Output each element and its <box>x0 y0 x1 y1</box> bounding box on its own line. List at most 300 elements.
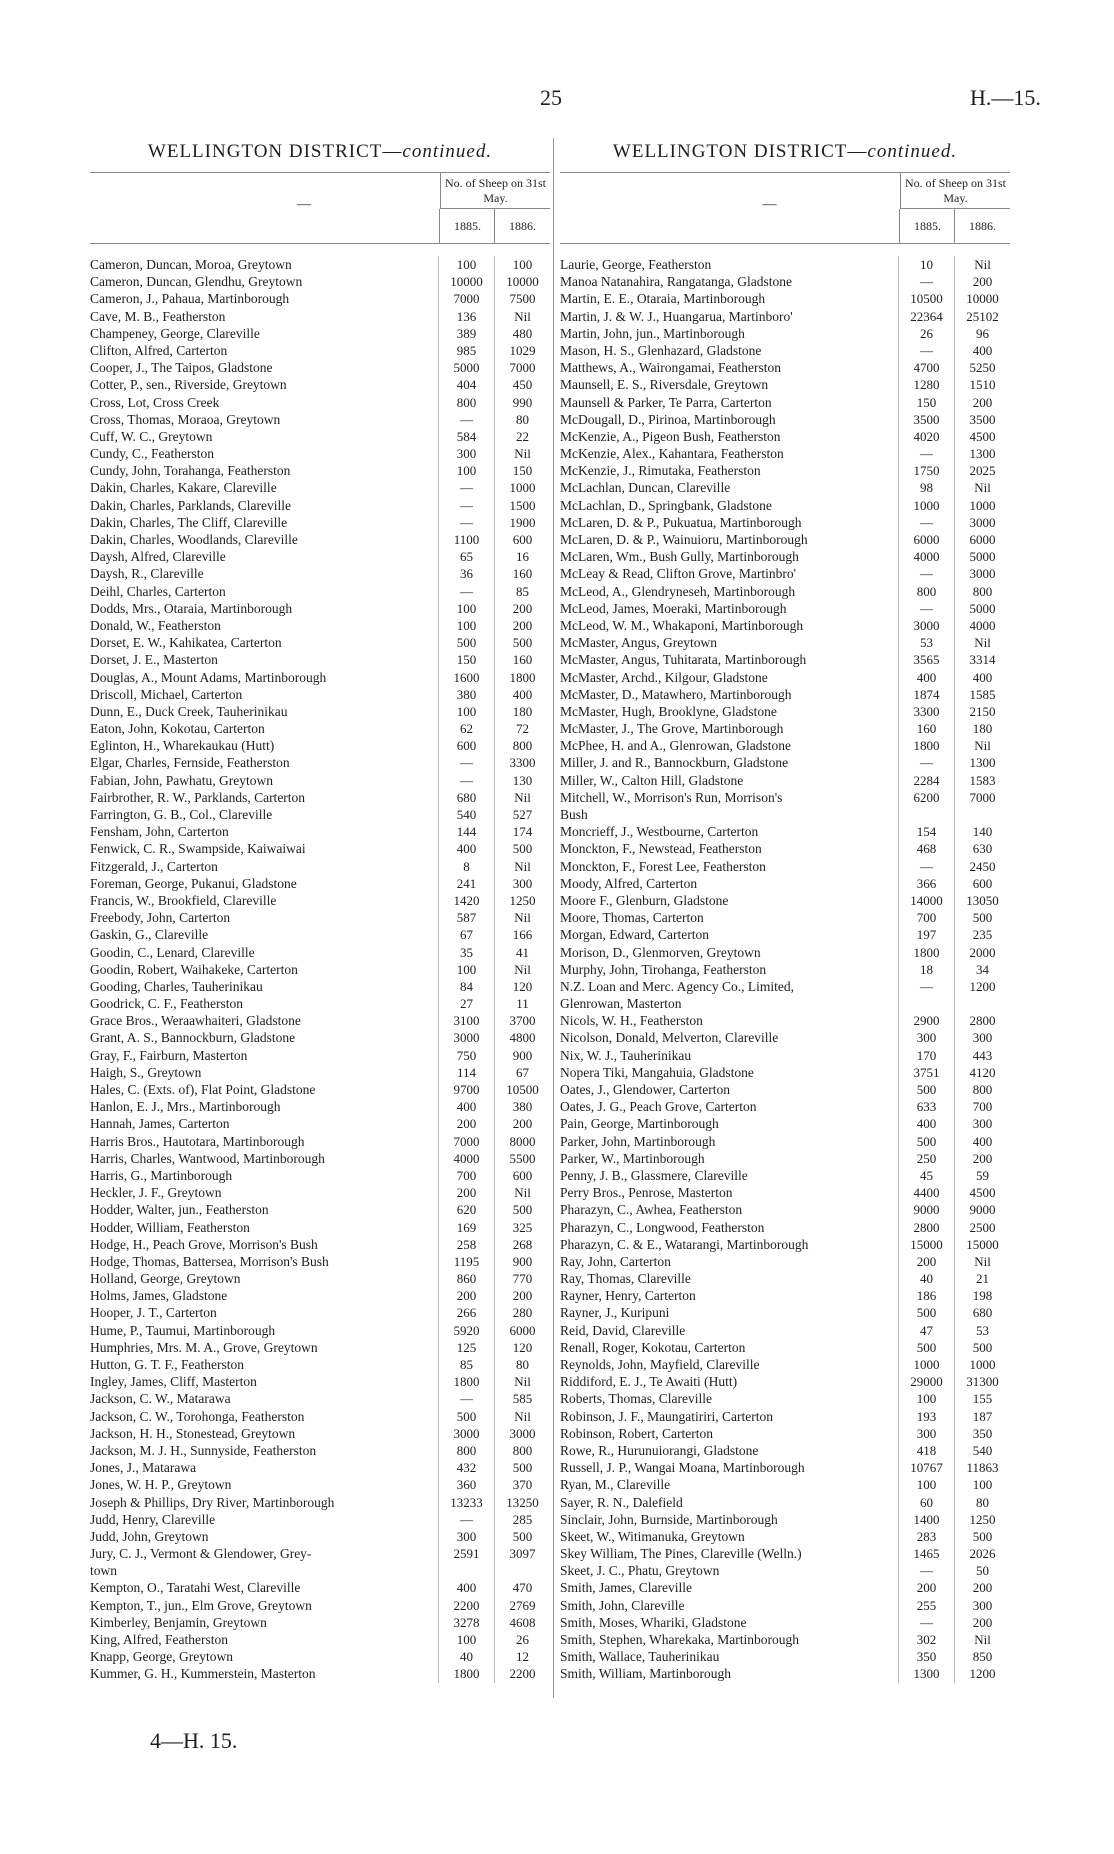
sheep-1885: 1195 <box>438 1253 494 1270</box>
owner-name: Morgan, Edward, Carterton <box>560 927 709 943</box>
sheep-1886: 585 <box>494 1390 550 1407</box>
owner-name: Jones, W. H. P., Greytown <box>90 1477 232 1493</box>
table-row <box>90 583 550 600</box>
right-year1-header: 1885. <box>899 209 955 243</box>
sheep-1886: 280 <box>494 1304 550 1321</box>
owner-name: McMaster, Angus, Greytown <box>560 635 717 651</box>
table-row <box>560 1047 1010 1064</box>
table-row <box>560 875 1010 892</box>
table-row <box>90 909 550 926</box>
sheep-1885: 186 <box>898 1287 954 1304</box>
table-row <box>560 978 1010 995</box>
sheep-1885: 150 <box>898 394 954 411</box>
table-row <box>560 1098 1010 1115</box>
sheep-1886: 2026 <box>954 1545 1010 1562</box>
table-row <box>560 1201 1010 1218</box>
owner-name: Dodds, Mrs., Otaraia, Martinborough <box>90 600 293 616</box>
sheep-1885: 100 <box>438 1631 494 1648</box>
sheep-1885: 150 <box>438 651 494 668</box>
sheep-1885: 160 <box>898 720 954 737</box>
owner-name: Cave, M. B., Featherston <box>90 308 226 324</box>
table-row <box>560 669 1010 686</box>
table-row <box>90 806 550 823</box>
owner-name: Jury, C. J., Vermont & Glendower, Grey- <box>90 1546 312 1562</box>
sheep-1885: 136 <box>438 308 494 325</box>
sheep-1886: 1500 <box>494 497 550 514</box>
sheep-1885: 100 <box>898 1390 954 1407</box>
owner-name: Reynolds, John, Mayfield, Clareville <box>560 1357 760 1372</box>
owner-name: Parker, W., Martinborough <box>560 1150 705 1166</box>
sheep-1885: — <box>898 1614 954 1631</box>
owner-name: Morison, D., Glenmorven, Greytown <box>560 944 761 960</box>
owner-name: Goodrick, C. F., Featherston <box>90 996 244 1012</box>
sheep-1885: 500 <box>438 1408 494 1425</box>
sheep-1886: 1585 <box>954 686 1010 703</box>
sheep-1886: 1000 <box>494 479 550 496</box>
table-row <box>90 823 550 840</box>
table-row <box>90 1597 550 1614</box>
sheep-1886: 59 <box>954 1167 1010 1184</box>
right-column <box>560 132 1010 1683</box>
table-row <box>560 479 1010 496</box>
owner-name: Hodge, H., Peach Grove, Morrison's Bush <box>90 1236 318 1252</box>
table-row <box>90 617 550 634</box>
sheep-1885: 35 <box>438 944 494 961</box>
sheep-1886: 34 <box>954 961 1010 978</box>
owner-name: Hutton, G. T. F., Featherston <box>90 1357 245 1372</box>
sheep-1886: 200 <box>494 1287 550 1304</box>
table-row <box>90 669 550 686</box>
owner-name: Driscoll, Michael, Carterton <box>90 686 243 702</box>
owner-name: Francis, W., Brookfield, Clareville <box>90 892 277 908</box>
sheep-1886: 443 <box>954 1047 1010 1064</box>
sheep-1885: 4020 <box>898 428 954 445</box>
table-row <box>560 1253 1010 1270</box>
sheep-1886: 15000 <box>954 1236 1010 1253</box>
sheep-1885: 300 <box>438 1528 494 1545</box>
sheep-1886: 300 <box>954 1029 1010 1046</box>
owner-name: Parker, John, Martinborough <box>560 1133 716 1149</box>
owner-name: Miller, J. and R., Bannockburn, Gladstone <box>560 755 789 771</box>
sheep-1886: 900 <box>494 1047 550 1064</box>
sheep-1885: 10500 <box>898 290 954 307</box>
sheep-1886: 4120 <box>954 1064 1010 1081</box>
owner-name: Gooding, Charles, Tauherinikau <box>90 978 263 994</box>
table-row <box>560 394 1010 411</box>
sheep-1886: 3000 <box>494 1425 550 1442</box>
sheep-1885: 500 <box>898 1304 954 1321</box>
sheep-1886: 7000 <box>954 789 1010 806</box>
sheep-1886: Nil <box>494 789 550 806</box>
owner-name: Knapp, George, Greytown <box>90 1649 233 1665</box>
table-row <box>560 1339 1010 1356</box>
sheep-1886: 198 <box>954 1287 1010 1304</box>
sheep-1886: 350 <box>954 1425 1010 1442</box>
owner-name: Smith, William, Martinborough <box>560 1666 731 1682</box>
sheep-1885: 1100 <box>438 531 494 548</box>
sheep-1885: — <box>438 497 494 514</box>
sheep-1886: 13250 <box>494 1494 550 1511</box>
table-row <box>90 1408 550 1425</box>
table-row <box>560 892 1010 909</box>
sheep-1885: 29000 <box>898 1373 954 1390</box>
table-row <box>90 840 550 857</box>
owner-name: Hales, C. (Exts. of), Flat Point, Gladstone <box>90 1082 316 1097</box>
table-row <box>560 686 1010 703</box>
sheep-1886: 7000 <box>494 359 550 376</box>
sheep-1886: 2500 <box>954 1219 1010 1236</box>
sheep-1885: 250 <box>898 1150 954 1167</box>
sheep-1886: 3000 <box>954 565 1010 582</box>
table-row <box>560 548 1010 565</box>
owner-name: Kempton, O., Taratahi West, Clareville <box>90 1580 301 1596</box>
owner-name: Hannah, James, Carterton <box>90 1116 230 1132</box>
owner-name: Reid, David, Clareville <box>560 1322 686 1338</box>
table-row <box>560 1648 1010 1665</box>
sheep-1885: 283 <box>898 1528 954 1545</box>
table-row <box>560 1150 1010 1167</box>
sheep-1885: 3100 <box>438 1012 494 1029</box>
sheep-1885: 418 <box>898 1442 954 1459</box>
table-row <box>90 1029 550 1046</box>
table-row <box>90 359 550 376</box>
owner-name: Harris Bros., Hautotara, Martinborough <box>90 1133 305 1149</box>
sheep-1886: Nil <box>494 1184 550 1201</box>
sheep-1886: 100 <box>954 1476 1010 1493</box>
sheep-1885: 2200 <box>438 1597 494 1614</box>
sheep-1885: 400 <box>898 669 954 686</box>
owner-name: Maunsell & Parker, Te Parra, Carterton <box>560 394 772 410</box>
sheep-1885: 200 <box>438 1287 494 1304</box>
sheep-1886: 300 <box>954 1115 1010 1132</box>
sheep-1886: 300 <box>494 875 550 892</box>
sheep-1885: 985 <box>438 342 494 359</box>
owner-name: Dakin, Charles, Kakare, Clareville <box>90 480 277 496</box>
sheep-1886: 180 <box>954 720 1010 737</box>
sheep-1885: 10000 <box>438 273 494 290</box>
sheep-1886: 380 <box>494 1098 550 1115</box>
owner-name: McPhee, H. and A., Glenrowan, Gladstone <box>560 738 791 754</box>
table-row <box>560 1373 1010 1390</box>
sheep-1885: — <box>438 754 494 771</box>
sheep-1886: 200 <box>954 1614 1010 1631</box>
sheep-1886: 2769 <box>494 1597 550 1614</box>
sheep-1886: 3500 <box>954 411 1010 428</box>
table-row <box>90 1304 550 1321</box>
owner-name: Cross, Lot, Cross Creek <box>90 394 220 410</box>
owner-name: Elgar, Charles, Fernside, Featherston <box>90 755 290 771</box>
table-row <box>90 1133 550 1150</box>
owner-name: Hanlon, E. J., Mrs., Martinborough <box>90 1099 281 1115</box>
table-row <box>560 359 1010 376</box>
owner-name: Cundy, C., Featherston <box>90 446 214 462</box>
sheep-1886: 1250 <box>494 892 550 909</box>
sheep-1886: 400 <box>954 342 1010 359</box>
left-heading <box>90 132 550 172</box>
owner-name: Oates, J., Glendower, Carterton <box>560 1082 731 1097</box>
owner-name: Rayner, Henry, Carterton <box>560 1288 696 1304</box>
table-row <box>560 411 1010 428</box>
table-row <box>90 875 550 892</box>
owner-name: Jackson, C. W., Torohonga, Featherston <box>90 1408 305 1424</box>
page-number: 25 <box>540 85 562 110</box>
table-row <box>560 1459 1010 1476</box>
owner-name: Judd, John, Greytown <box>90 1528 209 1544</box>
table-row <box>560 1408 1010 1425</box>
owner-name: Skeet, J. C., Phatu, Greytown <box>560 1563 720 1579</box>
sheep-1886: 160 <box>494 651 550 668</box>
sheep-1886: 200 <box>954 1579 1010 1596</box>
sheep-1885: 2900 <box>898 1012 954 1029</box>
sheep-1886: 4500 <box>954 1184 1010 1201</box>
table-row <box>560 634 1010 651</box>
sheep-1885: 10767 <box>898 1459 954 1476</box>
sheep-1886: 3000 <box>954 514 1010 531</box>
table-row <box>90 256 550 273</box>
table-row <box>90 376 550 393</box>
table-row <box>90 531 550 548</box>
sheep-1885: 8 <box>438 858 494 875</box>
sheep-1886: 100 <box>494 256 550 273</box>
sheep-1885: 255 <box>898 1597 954 1614</box>
sheep-1886: 600 <box>494 1167 550 1184</box>
sheep-1885: 100 <box>898 1476 954 1493</box>
sheep-1885: 300 <box>898 1425 954 1442</box>
sheep-1886: 200 <box>494 617 550 634</box>
owner-name: McLaren, Wm., Bush Gully, Martinborough <box>560 549 799 565</box>
sheep-1886: Nil <box>494 445 550 462</box>
table-row <box>560 1322 1010 1339</box>
table-row <box>90 445 550 462</box>
table-row <box>560 1133 1010 1150</box>
sheep-1886: 400 <box>954 1133 1010 1150</box>
table-row <box>90 273 550 290</box>
sheep-1886: 2450 <box>954 858 1010 875</box>
table-row <box>560 325 1010 342</box>
owner-name: Moore F., Glenburn, Gladstone <box>560 892 729 908</box>
sheep-1885: 5000 <box>438 359 494 376</box>
sheep-1885: 500 <box>898 1133 954 1150</box>
sheep-1885: 22364 <box>898 308 954 325</box>
sheep-1886: 200 <box>954 273 1010 290</box>
sheep-1885: 45 <box>898 1167 954 1184</box>
sheep-1886: 13050 <box>954 892 1010 909</box>
page-footer: 4—H. 15. <box>150 1728 238 1753</box>
sheep-1885: 27 <box>438 995 494 1012</box>
table-row <box>90 1167 550 1184</box>
sheep-1886: 1000 <box>954 1356 1010 1373</box>
sheep-1886: 2800 <box>954 1012 1010 1029</box>
sheep-1885: 9000 <box>898 1201 954 1218</box>
owner-name: Penny, J. B., Glassmere, Clareville <box>560 1167 748 1183</box>
owner-name: Holms, James, Gladstone <box>90 1288 228 1304</box>
sheep-1886: 50 <box>954 1562 1010 1579</box>
sheep-1885: — <box>438 1511 494 1528</box>
owner-name: Moody, Alfred, Carterton <box>560 875 698 891</box>
table-row <box>90 1390 550 1407</box>
owner-name: Mason, H. S., Glenhazard, Gladstone <box>560 342 762 358</box>
sheep-1886: 450 <box>494 376 550 393</box>
sheep-1886 <box>954 806 1010 823</box>
owner-name: Robinson, Robert, Carterton <box>560 1425 713 1441</box>
table-row <box>560 1545 1010 1562</box>
sheep-1886: 500 <box>954 1528 1010 1545</box>
sheep-1886: 800 <box>494 737 550 754</box>
table-row <box>90 754 550 771</box>
owner-name: Kempton, T., jun., Elm Grove, Greytown <box>90 1597 312 1613</box>
sheep-1886: Nil <box>494 858 550 875</box>
table-row <box>90 1201 550 1218</box>
sheep-1885: 584 <box>438 428 494 445</box>
sheep-1886: 174 <box>494 823 550 840</box>
sheep-1885: 6000 <box>898 531 954 548</box>
owner-name: Russell, J. P., Wangai Moana, Martinborough <box>560 1460 805 1476</box>
sheep-1886: 6000 <box>954 531 1010 548</box>
owner-name: McMaster, Hugh, Brooklyne, Gladstone <box>560 703 777 719</box>
owner-name: Foreman, George, Pukanui, Gladstone <box>90 875 297 891</box>
sheep-1885: 800 <box>438 1442 494 1459</box>
owner-name: Jackson, H. H., Stonestead, Greytown <box>90 1425 296 1441</box>
owner-name: Gray, F., Fairburn, Masterton <box>90 1047 248 1063</box>
owner-name: Pharazyn, C., Longwood, Featherston <box>560 1219 765 1235</box>
owner-name: Heckler, J. F., Greytown <box>90 1185 222 1201</box>
sheep-1885: 600 <box>438 737 494 754</box>
sheep-1886: 5000 <box>954 600 1010 617</box>
table-row <box>90 548 550 565</box>
owner-name: Dakin, Charles, The Cliff, Clareville <box>90 514 288 530</box>
sheep-1886: 4800 <box>494 1029 550 1046</box>
owner-name: Hodder, William, Featherston <box>90 1219 250 1235</box>
table-row <box>560 462 1010 479</box>
sheep-1885 <box>898 995 954 1012</box>
owner-name: Manoa Natanahira, Rangatanga, Gladstone <box>560 274 793 290</box>
sheep-1885: — <box>438 479 494 496</box>
table-row <box>90 1150 550 1167</box>
sheep-1885: 197 <box>898 926 954 943</box>
owner-name: McLeod, W. M., Whakaponi, Martinborough <box>560 617 804 633</box>
table-row <box>560 1390 1010 1407</box>
sheep-1885: 193 <box>898 1408 954 1425</box>
owner-name: Murphy, John, Tirohanga, Featherston <box>560 961 767 977</box>
sheep-1886: 770 <box>494 1270 550 1287</box>
sheep-1886: 500 <box>954 909 1010 926</box>
sheep-1885: 620 <box>438 1201 494 1218</box>
sheep-1886: 990 <box>494 394 550 411</box>
sheep-1886: Nil <box>494 961 550 978</box>
left-table-header <box>90 172 550 244</box>
sheep-1886: 26 <box>494 1631 550 1648</box>
sheep-1885: 100 <box>438 600 494 617</box>
owner-name: King, Alfred, Featherston <box>90 1632 228 1647</box>
right-name-header: — <box>762 197 777 212</box>
sheep-1886: 4608 <box>494 1614 550 1631</box>
sheep-1886: 1250 <box>954 1511 1010 1528</box>
sheep-1886: 8000 <box>494 1133 550 1150</box>
sheep-1885: 1800 <box>438 1373 494 1390</box>
left-heading-main: WELLINGTON DISTRICT— <box>147 141 403 162</box>
sheep-1886: 166 <box>494 926 550 943</box>
owner-name: Cameron, Duncan, Moroa, Greytown <box>90 257 292 272</box>
sheep-1886: 80 <box>494 411 550 428</box>
table-row <box>90 1081 550 1098</box>
owner-name: Hooper, J. T., Carterton <box>90 1305 217 1321</box>
sheep-1886: 500 <box>494 1459 550 1476</box>
sheep-1886: 7500 <box>494 290 550 307</box>
table-row <box>90 290 550 307</box>
sheep-1885: 9700 <box>438 1081 494 1098</box>
sheep-1886: 500 <box>494 1528 550 1545</box>
table-row <box>90 394 550 411</box>
owner-name: Rayner, J., Kuripuni <box>560 1305 670 1321</box>
table-row <box>560 1528 1010 1545</box>
sheep-1886: 700 <box>954 1098 1010 1115</box>
owner-name: Dorset, J. E., Masterton <box>90 652 218 668</box>
left-heading-cont: continued. <box>402 141 493 162</box>
sheep-1885: 5920 <box>438 1322 494 1339</box>
table-row <box>90 1579 550 1596</box>
sheep-1885: 400 <box>898 1115 954 1132</box>
sheep-1885: 3278 <box>438 1614 494 1631</box>
owner-name: Moore, Thomas, Carterton <box>560 910 704 926</box>
sheep-1886: Nil <box>494 909 550 926</box>
sheep-1885: 350 <box>898 1648 954 1665</box>
table-row <box>560 737 1010 754</box>
sheep-1885: 98 <box>898 479 954 496</box>
sheep-1886: Nil <box>494 308 550 325</box>
table-row <box>560 772 1010 789</box>
sheep-1886: 12 <box>494 1648 550 1665</box>
table-row <box>560 1184 1010 1201</box>
sheep-1886: 527 <box>494 806 550 823</box>
sheep-1885: 500 <box>438 634 494 651</box>
sheep-1886: 285 <box>494 1511 550 1528</box>
owner-name: McLachlan, D., Springbank, Gladstone <box>560 497 772 513</box>
table-row <box>560 1631 1010 1648</box>
table-row <box>560 651 1010 668</box>
table-row <box>560 754 1010 771</box>
sheep-1886: 630 <box>954 840 1010 857</box>
sheep-1885: 100 <box>438 462 494 479</box>
table-row <box>560 1356 1010 1373</box>
owner-name: Nicolson, Donald, Melverton, Clareville <box>560 1030 779 1046</box>
sheep-1886: 6000 <box>494 1322 550 1339</box>
owner-name: Fensham, John, Carterton <box>90 824 229 840</box>
sheep-1885: 65 <box>438 548 494 565</box>
sheep-1885: 18 <box>898 961 954 978</box>
owner-name: Kimberley, Benjamin, Greytown <box>90 1614 267 1630</box>
owner-name: Fenwick, C. R., Swampside, Kaiwaiwai <box>90 841 306 857</box>
sheep-1886: 2150 <box>954 703 1010 720</box>
table-row <box>560 256 1010 273</box>
table-row <box>560 1287 1010 1304</box>
table-row <box>90 720 550 737</box>
table-row <box>560 514 1010 531</box>
table-row <box>90 978 550 995</box>
owner-name: McMaster, D., Matawhero, Martinborough <box>560 686 792 702</box>
sheep-1886: 53 <box>954 1322 1010 1339</box>
table-row <box>90 772 550 789</box>
table-row <box>560 909 1010 926</box>
owner-name: Laurie, George, Featherston <box>560 257 712 272</box>
sheep-1885: 1874 <box>898 686 954 703</box>
owner-name: Douglas, A., Mount Adams, Martinborough <box>90 669 327 685</box>
table-row <box>90 634 550 651</box>
sheep-1886: 120 <box>494 1339 550 1356</box>
owner-name: Kummer, G. H., Kummerstein, Masterton <box>90 1666 316 1682</box>
table-row <box>560 1665 1010 1682</box>
sheep-1885: 200 <box>438 1184 494 1201</box>
sheep-1886: 3314 <box>954 651 1010 668</box>
